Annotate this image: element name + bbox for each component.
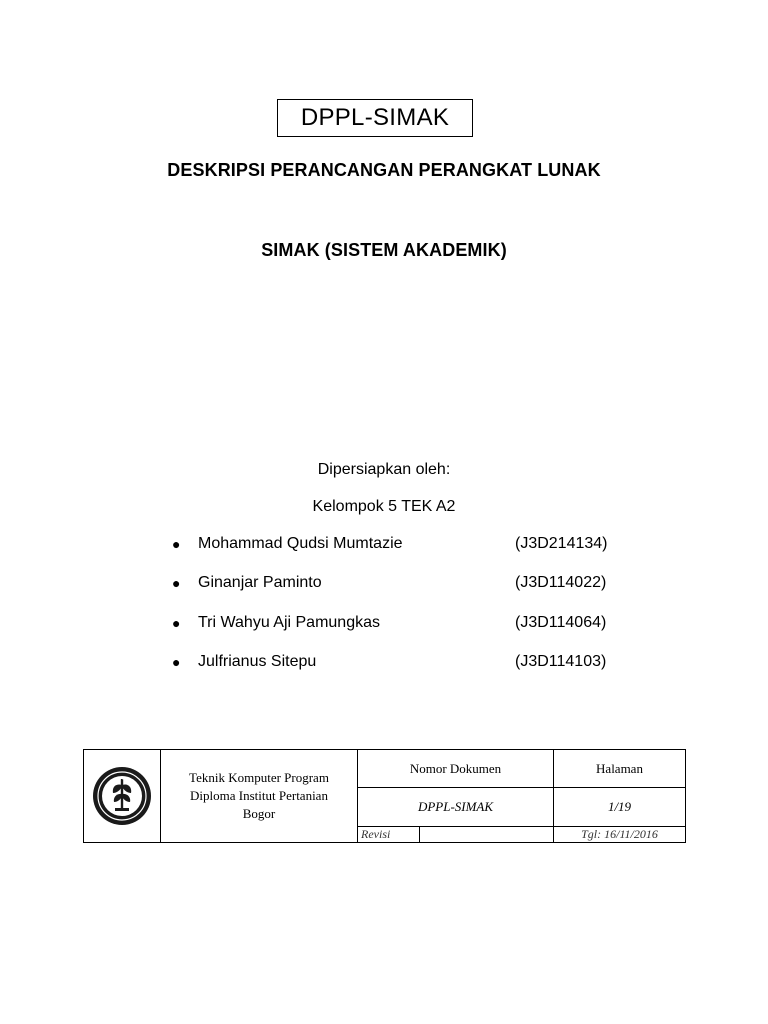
ipb-seal-icon: [91, 765, 153, 827]
member-name: Ginanjar Paminto: [198, 574, 322, 592]
institution-cell: [161, 750, 358, 842]
member-nim: (J3D114022): [515, 574, 607, 592]
list-item: [172, 652, 632, 691]
institution-line: Bogor: [242, 806, 276, 821]
doc-number-header: Nomor Dokumen: [358, 750, 554, 788]
page-header: Halaman: [554, 750, 685, 788]
member-list: [172, 534, 632, 691]
logo-cell: [84, 750, 161, 842]
member-name: Tri Wahyu Aji Pamungkas: [198, 613, 380, 631]
document-subheading: SIMAK (SISTEM AKADEMIK): [261, 240, 507, 260]
document-info-table: [83, 749, 686, 843]
revision-label: Revisi: [358, 827, 420, 842]
institution-line: Diploma Institut Pertanian: [190, 788, 328, 803]
bullet-icon: ●: [172, 575, 181, 592]
document-code: DPPL-SIMAK: [300, 104, 450, 131]
document-heading: DESKRIPSI PERANCANGAN PERANGKAT LUNAK: [167, 160, 601, 180]
bullet-icon: ●: [172, 536, 181, 552]
prepared-by-label: Dipersiapkan oleh:: [317, 461, 451, 478]
doc-number-value: DPPL-SIMAK: [358, 788, 554, 827]
member-name: Mohammad Qudsi Mumtazie: [198, 535, 403, 552]
list-item: [172, 613, 632, 652]
revision-value: [420, 827, 554, 842]
member-name: Julfrianus Sitepu: [198, 652, 317, 670]
document-code-box: [277, 99, 473, 137]
page-value: 1/19: [554, 788, 685, 827]
list-item: [172, 534, 632, 573]
date-value: Tgl: 16/11/2016: [581, 827, 658, 841]
member-nim: (J3D214134): [515, 535, 608, 552]
member-nim: (J3D114064): [515, 613, 607, 631]
member-nim: (J3D114103): [515, 652, 607, 670]
institution-line: Teknik Komputer Program: [189, 770, 329, 785]
bullet-icon: ●: [172, 653, 181, 670]
group-name: Kelompok 5 TEK A2: [312, 498, 456, 515]
bullet-icon: ●: [172, 614, 181, 631]
list-item: [172, 573, 632, 612]
